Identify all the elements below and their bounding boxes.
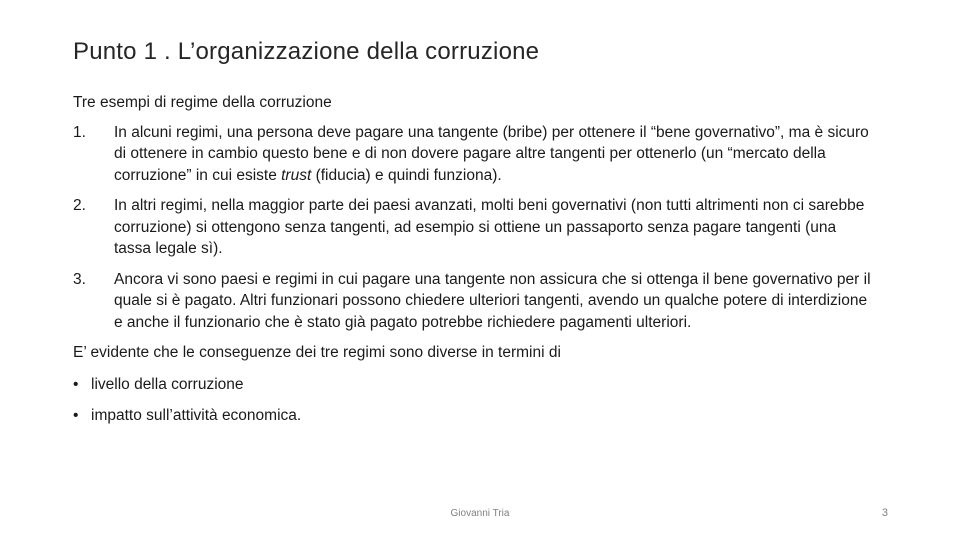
outro-text: E’ evidente che le conseguenze dei tre regimi sono diverse in termini di — [73, 344, 561, 361]
bullet-icon: • — [73, 375, 79, 393]
item-text — [114, 122, 873, 187]
footer-author: Giovanni Tria — [450, 508, 510, 519]
numbered-item-1 — [73, 122, 873, 187]
numbered-item-3 — [73, 269, 873, 334]
bullet-text: impatto sull’attività economica. — [91, 407, 302, 424]
item-text: Ancora vi sono paesi e regimi in cui pagare una tangente non assicura che si ottenga il bene governativo per il quale si è pagato. Altri funzionari possono chiedere ulteriori tangenti, avendo un qualche potere di interdizione e anche il funzionario che è stato già pagato potrebbe richiedere pagamenti ulteriori. — [114, 270, 871, 331]
slide-title: Punto 1 . L’organizzazione della corruzione — [73, 38, 540, 65]
slide-body — [73, 92, 873, 427]
item-text-part: In alcuni regimi, una persona deve pagare una tangente (bribe) per ottenere il “bene governativo”, ma è sicuro di ottenere in cambio questo bene e di non dovere pagare altre tangenti per ottenerlo (un “mercato della corruzione” in cui esiste — [114, 123, 869, 184]
item-number: 1. — [73, 123, 86, 141]
bullet-item-2 — [73, 405, 873, 427]
item-text-part: (fiducia) e quindi funziona). — [311, 166, 502, 184]
item-number: 2. — [73, 197, 86, 214]
item-text: In altri regimi, nella maggior parte dei paesi avanzati, molti beni governativi (non tutti altrimenti non ci sarebbe corruzione) si ottengono senza tangenti, ad esempio si ottiene un passaporto senza pagare tangenti (una tassa legale sì). — [114, 197, 865, 257]
bullet-item-1 — [73, 374, 873, 396]
bullet-text: livello della corruzione — [91, 375, 244, 393]
item-number: 3. — [73, 270, 86, 288]
slide-number: 3 — [881, 507, 888, 519]
italic-term: trust — [281, 166, 312, 184]
numbered-item-2 — [73, 195, 873, 260]
bullet-icon: • — [73, 407, 79, 424]
intro-text: Tre esempi di regime della corruzione — [73, 94, 332, 111]
